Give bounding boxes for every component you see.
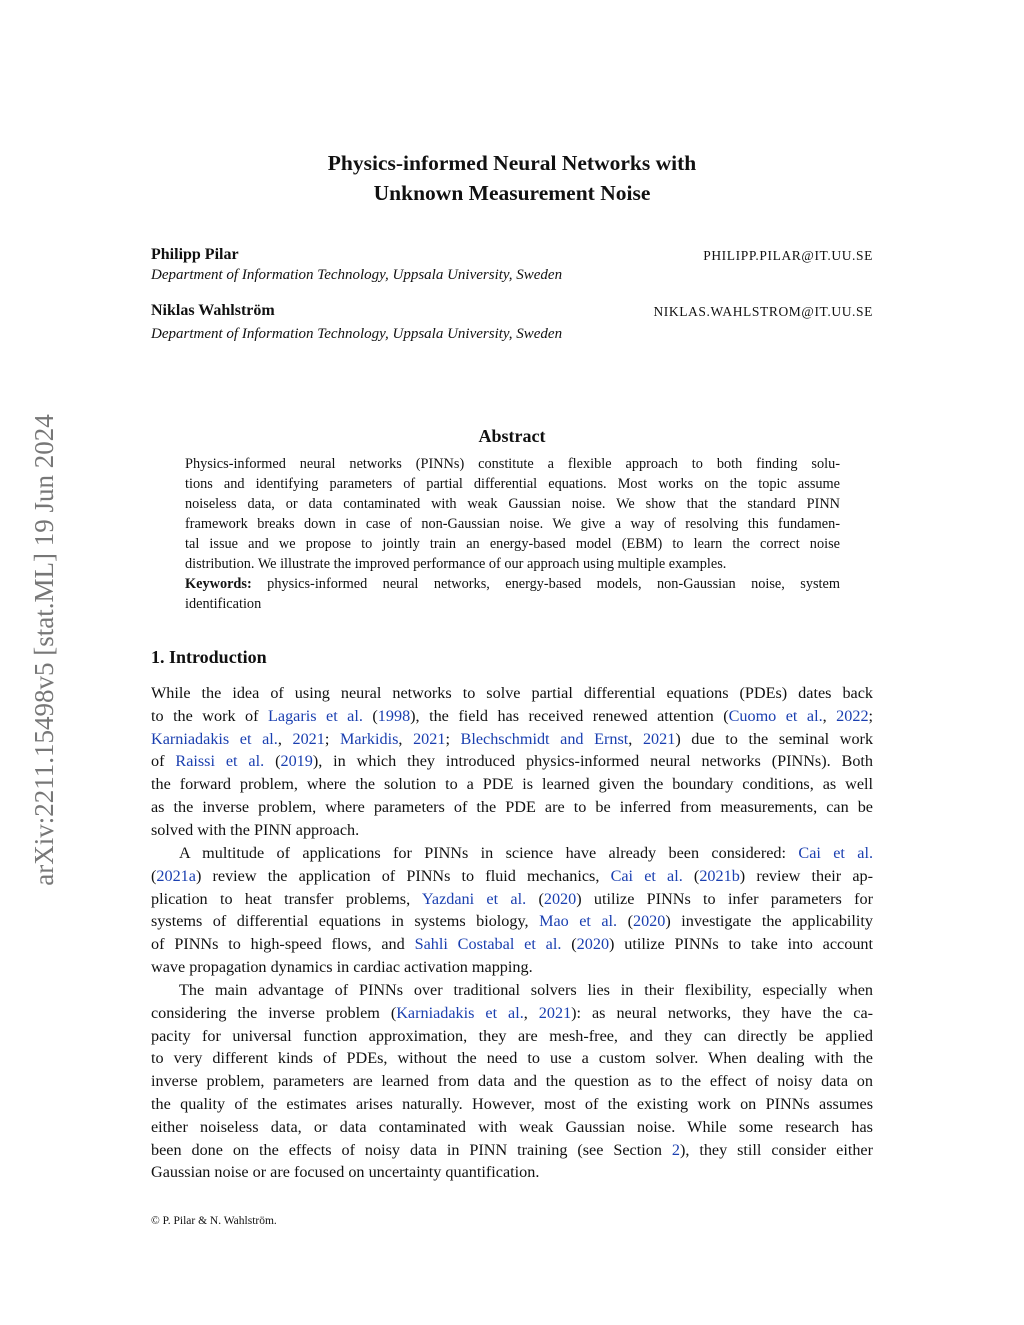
citation-link[interactable]: Sahli Costabal et al.	[414, 935, 562, 954]
keywords-text: physics-informed neural networks, energy-based models, non-Gaussian noise, system	[251, 576, 840, 592]
section-heading-introduction: 1. Introduction	[151, 647, 267, 667]
citation-link[interactable]: 2021a	[156, 866, 196, 885]
keywords-label: Keywords:	[185, 576, 252, 592]
citation-link[interactable]: Karniadakis et al.	[396, 1003, 524, 1022]
text-line: pacity for universal function approximation, they are mesh-free, and they can directly be applied	[151, 1026, 873, 1045]
citation-link[interactable]: Blechschmidt and Ernst	[460, 729, 629, 748]
citation-link[interactable]: 2021	[642, 729, 676, 748]
author-2-email[interactable]: NIKLAS.WAHLSTROM@IT.UU.SE	[653, 304, 873, 319]
author-1-affiliation: Department of Information Technology, Uppsala University, Sweden	[151, 267, 563, 283]
keywords-line-2: identification	[185, 596, 262, 612]
author-1-email[interactable]: PHILIPP.PILAR@IT.UU.SE	[703, 248, 873, 263]
citation-link[interactable]: 2021b	[699, 866, 740, 885]
text-line: solved with the PINN approach.	[151, 820, 360, 839]
text-line: been done on the effects of noisy data in PINN training (see Section 2), they still consider either	[151, 1140, 873, 1159]
text-line: the quality of the estimates arises naturally. However, most of the existing work on PINNs assumes	[151, 1094, 873, 1113]
abstract-line: Physics-informed neural networks (PINNs) constitute a flexible approach to both finding solu-	[185, 456, 840, 472]
text-line: Karniadakis et al., 2021; Markidis, 2021; Blechschmidt and Ernst, 2021) due to the seminal work	[151, 729, 874, 748]
citation-link[interactable]: Raissi et al.	[175, 752, 265, 771]
text-line: (2021a) review the application of PINNs to fluid mechanics, Cai et al. (2021b) review their ap-	[151, 866, 874, 885]
citation-link[interactable]: 2021	[538, 1003, 572, 1022]
keywords-line	[185, 574, 840, 594]
paper-title	[0, 148, 1024, 208]
text-line: plication to heat transfer problems, Yazdani et al. (2020) utilize PINNs to infer parameters for	[151, 889, 873, 908]
abstract-line: framework breaks down in case of non-Gaussian noise. We give a way of resolving this fundamen-	[185, 516, 840, 532]
citation-link[interactable]: 2020	[543, 889, 577, 908]
citation-link[interactable]: Cai et al.	[798, 844, 873, 862]
author-2-name: Niklas Wahlström	[151, 302, 275, 319]
citation-link[interactable]: Mao et al.	[539, 912, 618, 931]
citation-link[interactable]: 2021	[413, 729, 446, 748]
citation-link[interactable]: Cuomo et al.	[728, 706, 823, 725]
citation-link[interactable]: 2022	[836, 706, 869, 725]
citation-link[interactable]: 2020	[576, 935, 610, 954]
text-line: the forward problem, where the solution to a PDE is learned given the boundary conditions, as well	[151, 775, 873, 794]
text-line: considering the inverse problem (Karniadakis et al., 2021): as neural networks, they have the ca-	[151, 1003, 874, 1022]
text-line: Gaussian noise or are focused on uncertainty quantification.	[151, 1163, 540, 1182]
citation-link[interactable]: 2021	[292, 729, 325, 748]
citation-link[interactable]: Yazdani et al.	[421, 889, 527, 908]
section-reference-link[interactable]: 2	[671, 1140, 680, 1159]
author-2-affiliation: Department of Information Technology, Uppsala University, Sweden	[151, 326, 563, 342]
abstract-line: tal issue and we propose to jointly train an energy-based model (EBM) to learn the correct noise	[185, 536, 840, 552]
abstract-body	[185, 454, 840, 614]
citation-link[interactable]: 2020	[632, 912, 666, 931]
text-line: to very different kinds of PDEs, without the need to use a custom solver. When dealing with the	[151, 1049, 873, 1068]
text-line: as the inverse problem, where parameters of the PDE are to be inferred from measurements, can be	[151, 797, 873, 816]
citation-link[interactable]: Lagaris et al.	[268, 706, 363, 725]
text-line: of Raissi et al. (2019), in which they introduced physics-informed neural networks (PINNs). Both	[151, 752, 874, 771]
abstract-line: noiseless data, or data contaminated with weak Gaussian noise. We show that the standard PINN	[185, 496, 840, 512]
title-line-1: Physics-informed Neural Networks with	[327, 151, 697, 175]
citation-link[interactable]: 2019	[280, 752, 313, 771]
arxiv-identifier: arXiv:2211.15498v5 [stat.ML] 19 Jun 2024	[29, 414, 59, 886]
text-line: systems of differential equations in systems biology, Mao et al. (2020) investigate the applicability	[151, 912, 873, 931]
citation-link[interactable]: Karniadakis et al.	[151, 729, 278, 748]
abstract-line: distribution. We illustrate the improved performance of our approach using multiple examples.	[185, 556, 727, 572]
text-line: A multitude of applications for PINNs in science have already been considered: Cai et al.	[179, 844, 873, 862]
intro-paragraph-2	[151, 842, 873, 979]
text-line: The main advantage of PINNs over traditional solvers lies in their flexibility, especially when	[179, 981, 873, 999]
text-line: inverse problem, parameters are learned from data and the question as to the effect of noisy data on	[151, 1072, 873, 1091]
copyright-footer: © P. Pilar & N. Wahlström.	[151, 1215, 277, 1227]
text-line: of PINNs to high-speed flows, and Sahli Costabal et al. (2020) utilize PINNs to take into account	[151, 935, 874, 954]
title-line-2: Unknown Measurement Noise	[373, 181, 651, 205]
text-line: to the work of Lagaris et al. (1998), the field has received renewed attention (Cuomo et al., 2022;	[151, 706, 874, 725]
text-line: either noiseless data, or data contaminated with weak Gaussian noise. While some research has	[151, 1117, 873, 1136]
text-line: While the idea of using neural networks to solve partial differential equations (PDEs) dates back	[151, 684, 873, 702]
text-line: wave propagation dynamics in cardiac activation mapping.	[151, 957, 533, 976]
citation-link[interactable]: Markidis	[339, 729, 399, 748]
abstract-heading: Abstract	[478, 426, 546, 446]
citation-link[interactable]: 1998	[377, 706, 411, 725]
abstract-line: tions and identifying parameters of partial differential equations. Most works on the topic assume	[185, 476, 840, 492]
intro-paragraph-3	[151, 979, 873, 1184]
author-1-name: Philipp Pilar	[151, 246, 239, 263]
citation-link[interactable]: Cai et al.	[610, 866, 683, 885]
intro-paragraph-1	[151, 682, 873, 842]
